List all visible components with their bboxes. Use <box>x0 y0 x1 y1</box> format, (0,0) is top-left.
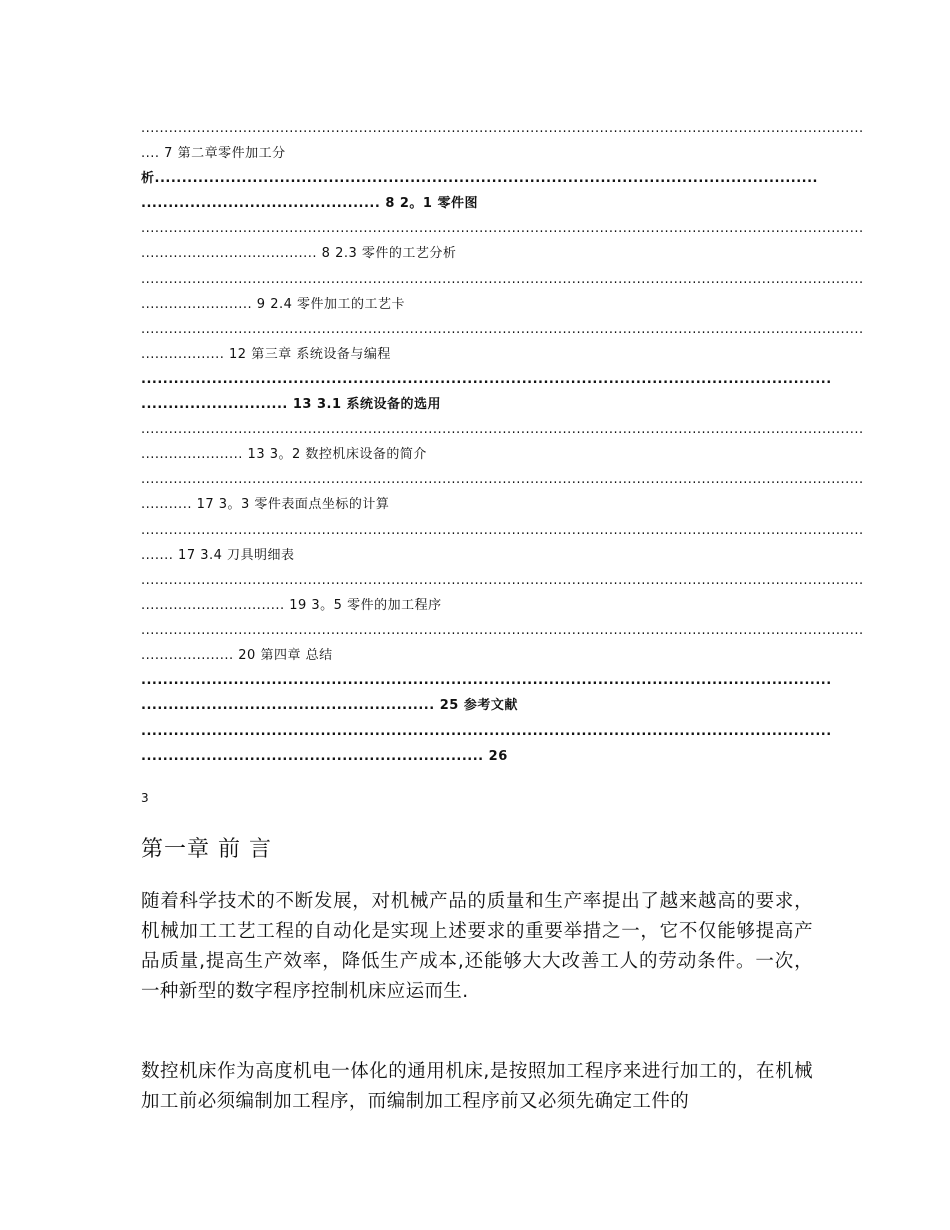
toc-line: ............................................ 8 2。1 零件图 <box>141 196 479 211</box>
toc-line: ............................................................................................................................... <box>141 724 832 739</box>
toc-line: ............................................................................................................................................................ <box>141 422 864 437</box>
toc-line: ............................... 19 3。5 零件的加工程序 <box>141 598 442 613</box>
toc-line: ............................................................... 26 <box>141 749 508 764</box>
page-number: 3 <box>141 791 149 805</box>
toc-line: ............................................................................................................................................................ <box>141 272 864 287</box>
body-paragraph: 随着科学技术的不断发展，对机械产品的质量和生产率提出了越来越高的要求，机械加工工艺工程的自动化是实现上述要求的重要举措之一，它不仅能够提高产品质量,提高生产效率，降低生产成本,还能够大大改善工人的劳动条件。一次，一种新型的数字程序控制机床应运而生. <box>141 891 813 1002</box>
toc-line: 析.......................................................................................................................... <box>141 171 818 186</box>
toc-line: ...................... 13 3。2 数控机床设备的简介 <box>141 447 427 462</box>
toc-line: .................... 20 第四章 总结 <box>141 648 333 663</box>
toc-line: ...................................... 8 2.3 零件的工艺分析 <box>141 246 457 261</box>
toc-line: .................. 12 第三章 系统设备与编程 <box>141 347 391 362</box>
toc-line: ............................................................................................................................... <box>141 372 832 387</box>
toc-line: ............................................................................................................................................................ <box>141 322 864 337</box>
toc-line: ...................................................... 25 参考文献 <box>141 698 518 713</box>
toc-line: ........... 17 3。3 零件表面点坐标的计算 <box>141 497 390 512</box>
toc-line: ............................................................................................................................................................ <box>141 523 864 538</box>
toc-line: ............................................................................................................................................................ <box>141 472 864 487</box>
toc-line: ............................................................................................................................................................ <box>141 573 864 588</box>
toc-line: ............................................................................................................................... <box>141 673 832 688</box>
chapter-title: 第一章 前 言 <box>141 837 272 862</box>
body-paragraph: 数控机床作为高度机电一体化的通用机床,是按照加工程序来进行加工的，在机械加工前必须编制加工程序，而编制加工程序前又必须先确定工件的 <box>141 1061 813 1112</box>
toc-line: ............................................................................................................................................................ <box>141 221 864 236</box>
toc-line: .... 7 第二章零件加工分 <box>141 146 286 161</box>
toc-line: ........................ 9 2.4 零件加工的工艺卡 <box>141 297 406 312</box>
toc-line: ............................................................................................................................................................ <box>141 121 864 136</box>
toc-line: ........................... 13 3.1 系统设备的选用 <box>141 397 442 412</box>
toc-line: ............................................................................................................................................................ <box>141 623 864 638</box>
toc-line: ....... 17 3.4 刀具明细表 <box>141 548 295 563</box>
